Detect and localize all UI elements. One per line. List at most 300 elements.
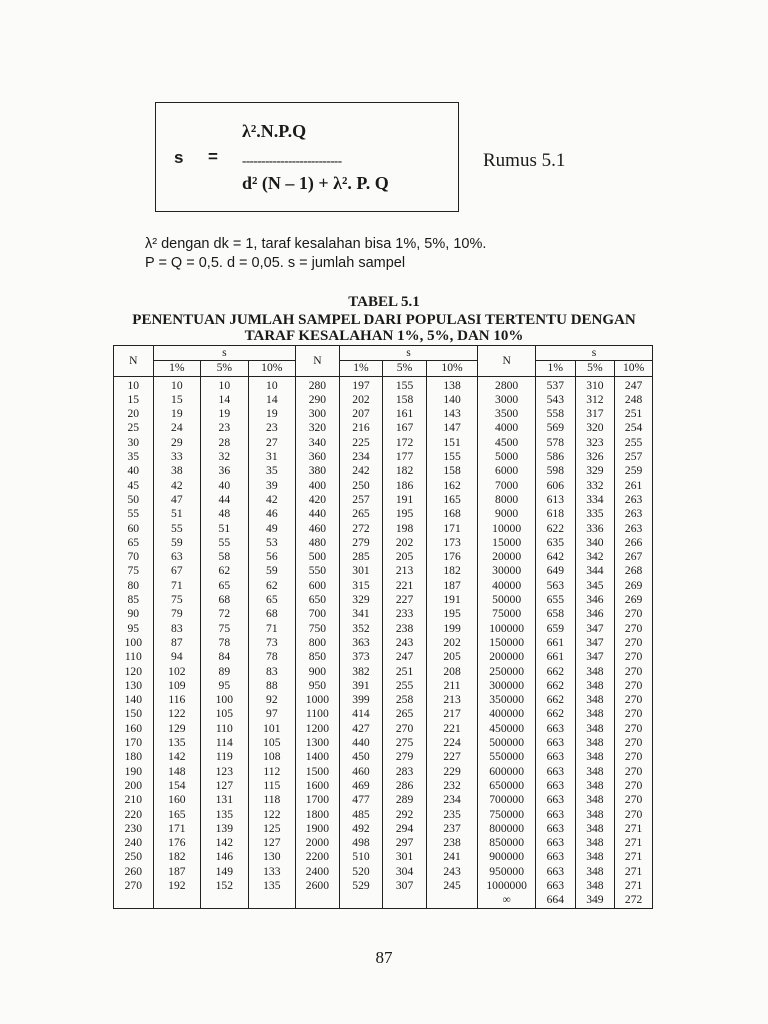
table-cell: 59	[248, 564, 296, 578]
table-cell: 334	[575, 493, 615, 507]
table-cell: 242	[339, 464, 383, 478]
table-cell: 659	[535, 622, 575, 636]
table-cell: 130	[114, 679, 154, 693]
table-cell: 195	[426, 607, 477, 621]
table-cell: 363	[339, 636, 383, 650]
table-cell: 71	[153, 579, 200, 593]
table-cell: 125	[248, 822, 296, 836]
table-cell: 271	[615, 836, 653, 850]
table-cell: 65	[114, 536, 154, 550]
table-cell: 399	[339, 693, 383, 707]
table-cell	[339, 893, 383, 908]
table-cell: 543	[535, 393, 575, 407]
table-cell: 280	[296, 376, 340, 393]
table-cell: 65	[201, 579, 248, 593]
table-cell: 45	[114, 479, 154, 493]
table-cell: 62	[248, 579, 296, 593]
table-cell: 31	[248, 450, 296, 464]
table-cell: 75	[153, 593, 200, 607]
table-cell: 182	[153, 850, 200, 864]
table-cell: 60	[114, 522, 154, 536]
table-cell: 300	[296, 407, 340, 421]
table-cell: 270	[615, 808, 653, 822]
table-cell: 205	[426, 650, 477, 664]
table-cell: 5000	[478, 450, 536, 464]
table-cell: 263	[615, 507, 653, 521]
header-s-2: s	[339, 346, 478, 361]
table-title-line-1: PENENTUAN JUMLAH SAMPEL DARI POPULASI TERTENTU DENGAN	[132, 312, 636, 328]
table-cell: 3500	[478, 407, 536, 421]
table-cell: 270	[615, 793, 653, 807]
table-cell: 469	[339, 779, 383, 793]
table-cell: 75000	[478, 607, 536, 621]
table-cell: 270	[615, 693, 653, 707]
table-cell: 348	[575, 665, 615, 679]
table-cell: 4000	[478, 421, 536, 435]
table-cell: 1100	[296, 707, 340, 721]
table-cell: 332	[575, 479, 615, 493]
table-cell: 38	[153, 464, 200, 478]
table-cell: 148	[153, 765, 200, 779]
table-cell: 102	[153, 665, 200, 679]
table-cell: 348	[575, 722, 615, 736]
table-cell: 243	[383, 636, 427, 650]
table-cell: 200	[114, 779, 154, 793]
table-cell: 160	[153, 793, 200, 807]
table-cell: 480	[296, 536, 340, 550]
table-cell: 269	[615, 579, 653, 593]
table-cell: 115	[248, 779, 296, 793]
table-row	[114, 407, 653, 421]
table-cell: 655	[535, 593, 575, 607]
table-cell: 120	[114, 665, 154, 679]
table-cell: 320	[296, 421, 340, 435]
table-cell: 329	[575, 464, 615, 478]
header-1pct: 1%	[153, 361, 200, 376]
header-10pct: 10%	[426, 361, 477, 376]
table-cell: 39	[248, 479, 296, 493]
table-cell: 187	[426, 579, 477, 593]
formula-lhs: s	[174, 148, 184, 167]
table-cell: 154	[153, 779, 200, 793]
table-cell: 663	[535, 750, 575, 764]
table-cell: 270	[615, 722, 653, 736]
table-cell: 662	[535, 679, 575, 693]
table-cell: 270	[615, 636, 653, 650]
table-cell	[248, 893, 296, 908]
table-cell: 663	[535, 822, 575, 836]
table-cell: 598	[535, 464, 575, 478]
header-n-1: N	[114, 346, 154, 377]
table-cell: 500	[296, 550, 340, 564]
table-cell: 95	[201, 679, 248, 693]
table-cell: 90	[114, 607, 154, 621]
table-cell: 220	[114, 808, 154, 822]
table-cell: 550000	[478, 750, 536, 764]
table-cell: 84	[201, 650, 248, 664]
table-cell: 182	[426, 564, 477, 578]
table-cell: 49	[248, 522, 296, 536]
table-cell: 2800	[478, 376, 536, 393]
table-cell: 195	[383, 507, 427, 521]
table-cell: 165	[426, 493, 477, 507]
table-cell: 133	[248, 865, 296, 879]
table-cell: 1600	[296, 779, 340, 793]
table-cell: 116	[153, 693, 200, 707]
table-cell: 950000	[478, 865, 536, 879]
table-cell: 348	[575, 779, 615, 793]
table-cell: 162	[426, 479, 477, 493]
table-cell: 900	[296, 665, 340, 679]
table-cell: 348	[575, 679, 615, 693]
table-cell: 80	[114, 579, 154, 593]
table-cell: 146	[201, 850, 248, 864]
table-cell: 75	[201, 622, 248, 636]
table-cell: 130	[248, 850, 296, 864]
table-cell: 142	[153, 750, 200, 764]
table-row	[114, 693, 653, 707]
table-row	[114, 722, 653, 736]
table-cell: 165	[153, 808, 200, 822]
table-cell: 271	[615, 865, 653, 879]
formula-equals: =	[208, 147, 218, 166]
table-cell: 79	[153, 607, 200, 621]
table-row	[114, 550, 653, 564]
table-cell: 191	[426, 593, 477, 607]
table-cell: 73	[248, 636, 296, 650]
table-cell: 900000	[478, 850, 536, 864]
table-cell: 1500	[296, 765, 340, 779]
table-cell: 290	[296, 393, 340, 407]
table-cell: 477	[339, 793, 383, 807]
table-cell	[201, 893, 248, 908]
page-number: 87	[375, 948, 393, 967]
table-cell: 70	[114, 550, 154, 564]
table-row	[114, 736, 653, 750]
table-cell: 245	[426, 879, 477, 893]
table-cell: 414	[339, 707, 383, 721]
table-cell: 750	[296, 622, 340, 636]
table-cell: 210	[114, 793, 154, 807]
table-cell: 173	[426, 536, 477, 550]
table-cell: 83	[248, 665, 296, 679]
table-cell: 15000	[478, 536, 536, 550]
table-row	[114, 636, 653, 650]
table-cell: 270	[615, 622, 653, 636]
header-5pct: 5%	[575, 361, 615, 376]
note-line-2: P = Q = 0,5. d = 0,05. s = jumlah sampel	[145, 255, 406, 271]
table-cell: 257	[615, 450, 653, 464]
table-cell: 207	[339, 407, 383, 421]
table-cell: 190	[114, 765, 154, 779]
table-body	[114, 376, 653, 908]
table-cell: 56	[248, 550, 296, 564]
table-cell: 279	[339, 536, 383, 550]
table-cell: 307	[383, 879, 427, 893]
table-cell: 650	[296, 593, 340, 607]
table-row	[114, 779, 653, 793]
table-cell: 420	[296, 493, 340, 507]
table-cell: 221	[426, 722, 477, 736]
table-cell: 350000	[478, 693, 536, 707]
table-cell: 23	[248, 421, 296, 435]
table-cell: 850	[296, 650, 340, 664]
table-cell: 323	[575, 436, 615, 450]
table-cell: 312	[575, 393, 615, 407]
table-cell: 2000	[296, 836, 340, 850]
table-cell: 170	[114, 736, 154, 750]
table-cell: 48	[201, 507, 248, 521]
table-cell: 373	[339, 650, 383, 664]
table-cell: 10000	[478, 522, 536, 536]
table-cell: 340	[296, 436, 340, 450]
table-cell: 14	[248, 393, 296, 407]
table-cell: 200000	[478, 650, 536, 664]
formula-numerator: λ².N.P.Q	[242, 121, 307, 141]
table-row	[114, 376, 653, 393]
table-cell: 265	[383, 707, 427, 721]
table-cell: 248	[615, 393, 653, 407]
table-cell: 485	[339, 808, 383, 822]
table-cell	[383, 893, 427, 908]
table-cell: 176	[426, 550, 477, 564]
table-cell: 267	[615, 550, 653, 564]
table-cell: 270	[615, 679, 653, 693]
table-cell: 234	[339, 450, 383, 464]
table-cell: 257	[339, 493, 383, 507]
table-cell: 600000	[478, 765, 536, 779]
table-cell: 606	[535, 479, 575, 493]
table-cell: 271	[615, 822, 653, 836]
table-row	[114, 493, 653, 507]
table-row	[114, 564, 653, 578]
table-row	[114, 808, 653, 822]
table-cell: 217	[426, 707, 477, 721]
table-cell: 315	[339, 579, 383, 593]
table-cell: 271	[615, 879, 653, 893]
table-row	[114, 622, 653, 636]
table-cell: 198	[383, 522, 427, 536]
table-cell: 182	[383, 464, 427, 478]
table-cell: 263	[615, 522, 653, 536]
header-5pct: 5%	[383, 361, 427, 376]
table-cell: 270	[615, 607, 653, 621]
table-cell: 1800	[296, 808, 340, 822]
table-cell: 237	[426, 822, 477, 836]
table-cell: 71	[248, 622, 296, 636]
table-cell: 192	[153, 879, 200, 893]
table-row	[114, 650, 653, 664]
table-cell: 663	[535, 736, 575, 750]
table-cell: 2600	[296, 879, 340, 893]
table-cell: 32	[201, 450, 248, 464]
table-cell: 400	[296, 479, 340, 493]
table-cell: 563	[535, 579, 575, 593]
table-cell: 618	[535, 507, 575, 521]
table-row	[114, 507, 653, 521]
table-cell: 9000	[478, 507, 536, 521]
table-cell: 250000	[478, 665, 536, 679]
formula-denominator: d² (N – 1) + λ². P. Q	[242, 173, 389, 193]
table-cell: 270	[615, 707, 653, 721]
table-cell: 800	[296, 636, 340, 650]
table-cell: 265	[339, 507, 383, 521]
table-cell: 255	[383, 679, 427, 693]
table-cell: 177	[383, 450, 427, 464]
table-cell: 642	[535, 550, 575, 564]
header-1pct: 1%	[535, 361, 575, 376]
table-cell: 158	[426, 464, 477, 478]
table-cell: 199	[426, 622, 477, 636]
table-cell: 51	[153, 507, 200, 521]
table-cell: 53	[248, 536, 296, 550]
table-cell: 270	[615, 650, 653, 664]
table-cell: 662	[535, 665, 575, 679]
table-cell: 149	[201, 865, 248, 879]
table-cell: 329	[339, 593, 383, 607]
table-cell: 268	[615, 564, 653, 578]
table-cell: 243	[426, 865, 477, 879]
table-cell: 1700	[296, 793, 340, 807]
formula-box	[155, 102, 459, 212]
table-cell: 10	[201, 376, 248, 393]
table-cell: 700	[296, 607, 340, 621]
table-cell: 19	[248, 407, 296, 421]
table-cell: 662	[535, 693, 575, 707]
table-cell: 229	[426, 765, 477, 779]
table-cell: 72	[201, 607, 248, 621]
header-1pct: 1%	[339, 361, 383, 376]
table-cell: 3000	[478, 393, 536, 407]
table-cell: 230	[114, 822, 154, 836]
table-cell: 46	[248, 507, 296, 521]
table-row	[114, 593, 653, 607]
table-cell: 150	[114, 707, 154, 721]
table-cell: 59	[153, 536, 200, 550]
table-cell: 663	[535, 865, 575, 879]
table-cell: 119	[201, 750, 248, 764]
table-cell: 171	[426, 522, 477, 536]
table-cell: 151	[426, 436, 477, 450]
table-cell: 187	[153, 865, 200, 879]
table-cell: 550	[296, 564, 340, 578]
table-row	[114, 850, 653, 864]
table-cell: 24	[153, 421, 200, 435]
table-cell: ∞	[478, 893, 536, 908]
table-cell: 131	[201, 793, 248, 807]
table-cell: 263	[615, 493, 653, 507]
table-cell: 202	[339, 393, 383, 407]
table-cell: 4500	[478, 436, 536, 450]
table-cell: 83	[153, 622, 200, 636]
header-n-2: N	[296, 346, 340, 377]
table-cell: 105	[248, 736, 296, 750]
table-cell: 143	[426, 407, 477, 421]
table-cell: 234	[426, 793, 477, 807]
table-cell: 221	[383, 579, 427, 593]
table-cell: 23	[201, 421, 248, 435]
table-cell: 382	[339, 665, 383, 679]
table-cell: 569	[535, 421, 575, 435]
table-cell: 211	[426, 679, 477, 693]
table-cell: 286	[383, 779, 427, 793]
table-cell: 663	[535, 850, 575, 864]
table-cell: 348	[575, 808, 615, 822]
table-cell: 28	[201, 436, 248, 450]
table-cell: 270	[615, 765, 653, 779]
table-cell: 15	[114, 393, 154, 407]
table-cell: 259	[615, 464, 653, 478]
table-cell: 275	[383, 736, 427, 750]
table-row	[114, 765, 653, 779]
table-cell: 118	[248, 793, 296, 807]
table-cell: 67	[153, 564, 200, 578]
table-cell: 663	[535, 808, 575, 822]
table-cell: 27	[248, 436, 296, 450]
note-line-1: λ² dengan dk = 1, taraf kesalahan bisa 1%, 5%, 10%.	[145, 236, 487, 252]
table-cell: 266	[615, 536, 653, 550]
table-cell: 558	[535, 407, 575, 421]
table-cell: 85	[114, 593, 154, 607]
table-cell: 270	[114, 879, 154, 893]
table-cell: 347	[575, 650, 615, 664]
table-cell: 123	[201, 765, 248, 779]
table-cell: 33	[153, 450, 200, 464]
table-cell: 348	[575, 850, 615, 864]
table-cell: 108	[248, 750, 296, 764]
table-cell: 348	[575, 707, 615, 721]
table-cell: 336	[575, 522, 615, 536]
table-cell: 346	[575, 593, 615, 607]
table-cell: 51	[201, 522, 248, 536]
table-cell: 440	[339, 736, 383, 750]
table-cell: 168	[426, 507, 477, 521]
table-cell: 1000	[296, 693, 340, 707]
table-cell: 613	[535, 493, 575, 507]
table-cell: 335	[575, 507, 615, 521]
table-row	[114, 579, 653, 593]
table-cell: 127	[201, 779, 248, 793]
table-row	[114, 436, 653, 450]
table-cell: 492	[339, 822, 383, 836]
table-cell: 663	[535, 836, 575, 850]
table-cell: 380	[296, 464, 340, 478]
table-cell: 129	[153, 722, 200, 736]
table-cell: 44	[201, 493, 248, 507]
table-cell: 348	[575, 736, 615, 750]
table-cell: 661	[535, 650, 575, 664]
table-cell: 317	[575, 407, 615, 421]
table-cell: 250	[339, 479, 383, 493]
table-row	[114, 450, 653, 464]
table-cell: 36	[201, 464, 248, 478]
table-cell: 301	[383, 850, 427, 864]
table-row	[114, 793, 653, 807]
table-cell: 345	[575, 579, 615, 593]
table-cell: 138	[426, 376, 477, 393]
table-cell: 241	[426, 850, 477, 864]
table-cell: 20000	[478, 550, 536, 564]
table-cell: 140	[114, 693, 154, 707]
table-cell: 227	[383, 593, 427, 607]
table-row	[114, 536, 653, 550]
table-cell: 254	[615, 421, 653, 435]
table-cell: 95	[114, 622, 154, 636]
table-cell: 520	[339, 865, 383, 879]
table-cell: 7000	[478, 479, 536, 493]
table-cell: 161	[383, 407, 427, 421]
table-cell: 172	[383, 436, 427, 450]
